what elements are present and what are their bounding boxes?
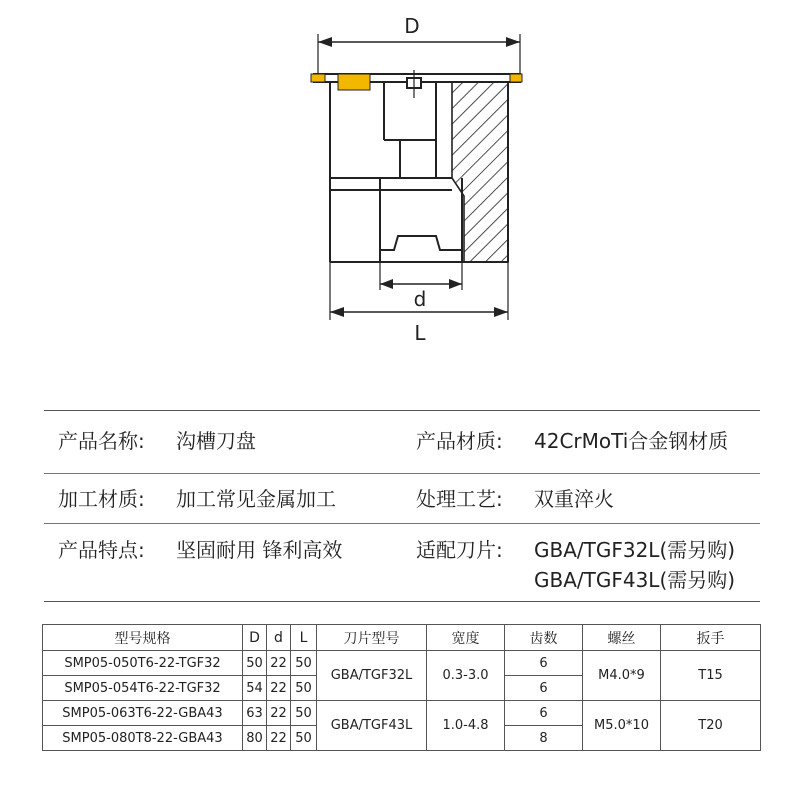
insert-value-1: GBA/TGF32L(需另购)	[534, 538, 736, 562]
cell-wrench: T15	[661, 651, 761, 701]
cell-D: 50	[243, 651, 267, 676]
header-D: D	[243, 625, 267, 651]
cell-screw: M4.0*9	[583, 651, 661, 701]
cell-model: SMP05-080T8-22-GBA43	[43, 726, 243, 751]
cell-width: 1.0-4.8	[427, 701, 505, 751]
cell-screw: M5.0*10	[583, 701, 661, 751]
insert-blade-left	[311, 74, 325, 82]
insert-value-2: GBA/TGF43L(需另购)	[534, 568, 736, 592]
dimension-d	[380, 262, 462, 311]
cell-d: 22	[267, 676, 291, 701]
cell-d: 22	[267, 726, 291, 751]
dimension-L-label: L	[414, 321, 426, 345]
header-wrench: 扳手	[661, 625, 761, 651]
table-header-row	[43, 625, 761, 651]
header-L: L	[291, 625, 317, 651]
insert-blade-main	[338, 74, 370, 90]
product-name-value: 沟槽刀盘	[176, 429, 256, 453]
header-d: d	[267, 625, 291, 651]
cell-width: 0.3-3.0	[427, 651, 505, 701]
cell-teeth: 6	[505, 651, 583, 676]
cell-teeth: 6	[505, 701, 583, 726]
section-hatch	[452, 80, 508, 262]
cell-insert: GBA/TGF32L	[317, 651, 427, 701]
header-width: 宽度	[427, 625, 505, 651]
header-insert: 刀片型号	[317, 625, 427, 651]
header-model: 型号规格	[43, 625, 243, 651]
table-row	[43, 651, 761, 676]
spec-block	[44, 410, 760, 602]
cell-insert: GBA/TGF43L	[317, 701, 427, 751]
cell-L: 50	[291, 651, 317, 676]
cell-d: 22	[267, 651, 291, 676]
cell-D: 63	[243, 701, 267, 726]
work-material-label: 加工材质:	[58, 487, 145, 511]
cell-L: 50	[291, 676, 317, 701]
spec-row-2	[44, 473, 760, 524]
cell-L: 50	[291, 701, 317, 726]
work-material-value: 加工常见金属加工	[176, 487, 336, 511]
cell-model: SMP05-050T6-22-TGF32	[43, 651, 243, 676]
process-label: 处理工艺:	[416, 487, 503, 511]
process-value: 双重淬火	[534, 487, 614, 511]
material-label: 产品材质:	[416, 429, 503, 453]
header-teeth: 齿数	[505, 625, 583, 651]
cell-model: SMP05-063T6-22-GBA43	[43, 701, 243, 726]
cell-teeth: 6	[505, 676, 583, 701]
dimension-d-label: d	[413, 287, 427, 311]
cell-teeth: 8	[505, 726, 583, 751]
table-row	[43, 701, 761, 726]
cell-D: 54	[243, 676, 267, 701]
cell-d: 22	[267, 701, 291, 726]
cell-wrench: T20	[661, 701, 761, 751]
product-name-label: 产品名称:	[58, 429, 145, 453]
cell-D: 80	[243, 726, 267, 751]
dimension-D-label: D	[404, 14, 420, 38]
features-value: 坚固耐用 锋利高效	[176, 538, 343, 562]
dimension-D	[318, 14, 520, 80]
cell-L: 50	[291, 726, 317, 751]
spec-row-3	[44, 523, 760, 602]
insert-blade-right	[510, 74, 522, 82]
cell-model: SMP05-054T6-22-TGF32	[43, 676, 243, 701]
spec-table	[42, 624, 761, 751]
header-screw: 螺丝	[583, 625, 661, 651]
spec-row-1	[44, 411, 760, 473]
material-value: 42CrMoTi合金钢材质	[534, 429, 729, 453]
features-label: 产品特点:	[58, 538, 145, 562]
insert-label: 适配刀片:	[416, 538, 503, 562]
